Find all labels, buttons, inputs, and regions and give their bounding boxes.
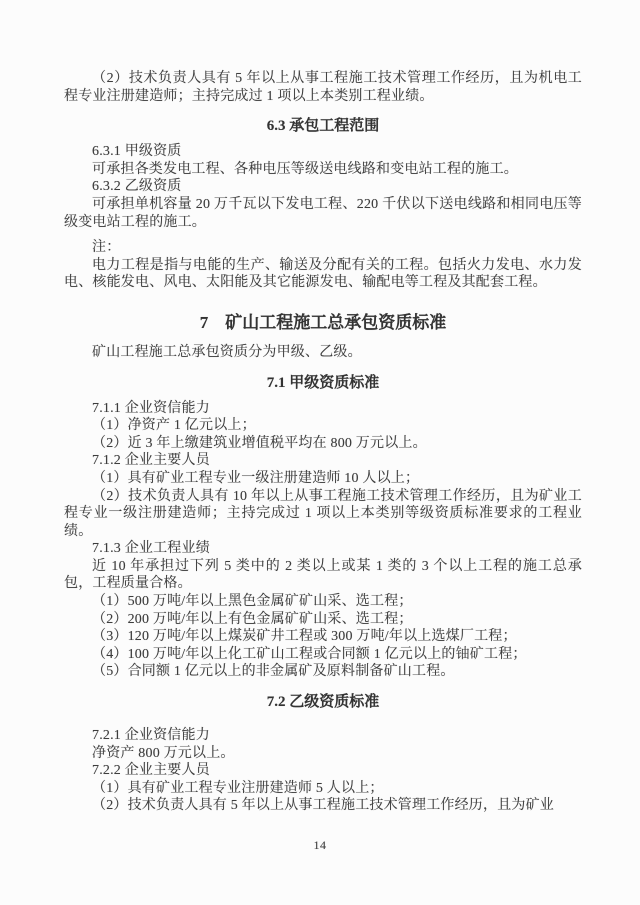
- paragraph: 净资产 800 万元以上。: [92, 745, 235, 761]
- section-heading: 6.3 承包工程范围: [266, 118, 380, 135]
- document-body: [64, 70, 582, 815]
- page-number: 14: [313, 838, 327, 852]
- paragraph: 7.2.2 企业主要人员: [92, 763, 210, 779]
- paragraph: 7.1.2 企业主要人员: [92, 453, 210, 469]
- paragraph: （5）合同额 1 亿元以上的非金属矿及原料制备矿山工程。: [92, 664, 455, 680]
- paragraph: （1）具有矿业工程专业注册建造师 5 人以上；: [92, 780, 384, 796]
- paragraph: （2）200 万吨/年以上有色金属矿矿山采、选工程；: [92, 611, 413, 627]
- paragraph: 可承担单机容量 20 万千瓦以下发电工程、220 千伏以下送电线路和相同电压等级变电站工程的施工。: [64, 196, 582, 230]
- paragraph: 7.1.3 企业工程业绩: [92, 541, 210, 557]
- paragraph: （3）120 万吨/年以上煤炭矿井工程或 300 万吨/年以上选煤厂工程；: [92, 629, 517, 645]
- paragraph: （1）具有矿业工程专业一级注册建造师 10 人以上；: [92, 470, 420, 486]
- paragraph: 6.3.2 乙级资质: [92, 179, 182, 195]
- section-heading: 7.1 甲级资质标准: [266, 374, 380, 391]
- paragraph: （2）近 3 年上缴建筑业增值税平均在 800 万元以上。: [92, 435, 427, 451]
- paragraph: 7.2.1 企业资信能力: [92, 728, 210, 744]
- paragraph: （2）技术负责人具有 5 年以上从事工程施工技术管理工作经历，且为机电工程专业注册建造师；主持完成过 1 项以上本类别工程业绩。: [64, 71, 582, 104]
- paragraph: 7.1.1 企业资信能力: [92, 400, 210, 416]
- paragraph: 近 10 年承担过下列 5 类中的 2 类以上或某 1 类的 3 个以上工程的施工总承包，工程质量合格。: [64, 558, 582, 592]
- page-footer: [0, 836, 640, 854]
- paragraph: （4）100 万吨/年以上化工矿山工程或合同额 1 亿元以上的铀矿工程；: [92, 646, 527, 662]
- paragraph: （2）技术负责人具有 5 年以上从事工程施工技术管理工作经历，且为矿业: [92, 798, 554, 814]
- paragraph: （1）500 万吨/年以上黑色金属矿矿山采、选工程；: [92, 594, 413, 610]
- paragraph: 矿山工程施工总承包资质分为甲级、乙级。: [92, 344, 362, 360]
- chapter-heading: 7 矿山工程施工总承包资质标准: [199, 312, 447, 332]
- section-heading: 7.2 乙级资质标准: [266, 694, 380, 711]
- paragraph: 6.3.1 甲级资质: [92, 144, 182, 160]
- paragraph: （1）净资产 1 亿元以上；: [92, 418, 256, 434]
- paragraph: （2）技术负责人具有 10 年以上从事工程施工技术管理工作经历，且为矿业工程专业一级注册建造师；主持完成过 1 项以上本类别等级资质标准要求的工程业绩。: [64, 488, 582, 539]
- paragraph: 可承担各类发电工程、各种电压等级送电线路和变电站工程的施工。: [92, 161, 518, 177]
- paragraph: 注：: [92, 240, 121, 256]
- paragraph: 电力工程是指与电能的生产、输送及分配有关的工程。包括火力发电、水力发电、核能发电、风电、太阳能及其它能源发电、输配电等工程及其配套工程。: [64, 257, 582, 291]
